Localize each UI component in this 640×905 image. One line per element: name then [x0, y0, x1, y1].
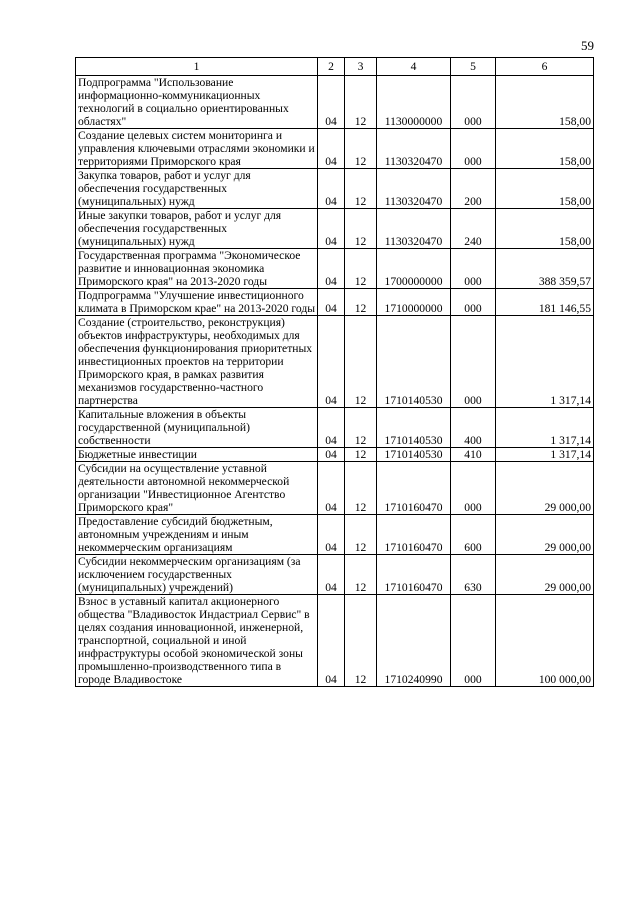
column-header: 3 [345, 58, 377, 76]
page-number: 59 [581, 38, 594, 53]
row-name: Предоставление субсидий бюджетным, автономным учреждениям и иным некоммерческим организациям [76, 515, 318, 555]
row-expense-type: 630 [451, 555, 496, 595]
row-subsection: 12 [345, 289, 377, 316]
table-row [76, 169, 594, 209]
table-row [76, 515, 594, 555]
row-target-code: 1710140530 [377, 408, 451, 448]
row-expense-type: 000 [451, 249, 496, 289]
table-row [76, 209, 594, 249]
row-section: 04 [318, 316, 345, 408]
row-name: Подпрограмма "Улучшение инвестиционного климата в Приморском крае" на 2013-2020 годы [76, 289, 318, 316]
row-amount: 158,00 [496, 169, 594, 209]
row-subsection: 12 [345, 515, 377, 555]
row-name: Создание целевых систем мониторинга и управления ключевыми отраслями экономики и территориями Приморского края [76, 129, 318, 169]
column-header: 5 [451, 58, 496, 76]
row-amount: 181 146,55 [496, 289, 594, 316]
row-name: Взнос в уставный капитал акционерного общества "Владивосток Индастриал Сервис" в целях создания инновационной, инженерной, транспортной, социальной и иной инфраструктуры особой экономической зоны промышленно-производственного типа в городе Владивостоке [76, 595, 318, 687]
table-row [76, 555, 594, 595]
row-section: 04 [318, 448, 345, 462]
table-row [76, 316, 594, 408]
row-expense-type: 200 [451, 169, 496, 209]
table-row [76, 289, 594, 316]
table-body [76, 76, 594, 687]
row-section: 04 [318, 209, 345, 249]
row-name: Бюджетные инвестиции [76, 448, 318, 462]
row-section: 04 [318, 249, 345, 289]
row-name: Создание (строительство, реконструкция) объектов инфраструктуры, необходимых для обеспечения функционирования приоритетных инвестиционных проектов на территории Приморского края, в рамках развития механизмов государственно-частного партнерства [76, 316, 318, 408]
row-expense-type: 000 [451, 289, 496, 316]
column-header: 6 [496, 58, 594, 76]
row-section: 04 [318, 408, 345, 448]
table-row [76, 595, 594, 687]
row-target-code: 1710160470 [377, 462, 451, 515]
column-header: 2 [318, 58, 345, 76]
row-section: 04 [318, 595, 345, 687]
table-row [76, 76, 594, 129]
row-name: Субсидии некоммерческим организациям (за исключением государственных (муниципальных) учреждений) [76, 555, 318, 595]
row-expense-type: 400 [451, 408, 496, 448]
row-expense-type: 000 [451, 316, 496, 408]
table-row [76, 408, 594, 448]
row-subsection: 12 [345, 448, 377, 462]
row-amount: 1 317,14 [496, 448, 594, 462]
row-target-code: 1710140530 [377, 448, 451, 462]
row-name: Подпрограмма "Использование информационно-коммуникационных технологий в социально ориентированных областях" [76, 76, 318, 129]
row-amount: 1 317,14 [496, 316, 594, 408]
row-amount: 1 317,14 [496, 408, 594, 448]
row-amount: 158,00 [496, 76, 594, 129]
row-amount: 29 000,00 [496, 515, 594, 555]
row-section: 04 [318, 555, 345, 595]
table-row [76, 129, 594, 169]
row-subsection: 12 [345, 76, 377, 129]
row-target-code: 1700000000 [377, 249, 451, 289]
row-subsection: 12 [345, 462, 377, 515]
row-target-code: 1710140530 [377, 316, 451, 408]
row-subsection: 12 [345, 129, 377, 169]
row-target-code: 1710000000 [377, 289, 451, 316]
row-amount: 158,00 [496, 129, 594, 169]
row-target-code: 1710160470 [377, 555, 451, 595]
row-subsection: 12 [345, 249, 377, 289]
row-name: Иные закупки товаров, работ и услуг для обеспечения государственных (муниципальных) нужд [76, 209, 318, 249]
row-expense-type: 600 [451, 515, 496, 555]
table-row [76, 448, 594, 462]
row-target-code: 1710160470 [377, 515, 451, 555]
row-section: 04 [318, 76, 345, 129]
row-expense-type: 000 [451, 129, 496, 169]
row-section: 04 [318, 169, 345, 209]
row-name: Государственная программа "Экономическое развитие и инновационная экономика Приморского края" на 2013-2020 годы [76, 249, 318, 289]
row-amount: 388 359,57 [496, 249, 594, 289]
row-name: Закупка товаров, работ и услуг для обеспечения государственных (муниципальных) нужд [76, 169, 318, 209]
column-header: 1 [76, 58, 318, 76]
row-subsection: 12 [345, 595, 377, 687]
table-header-row [76, 58, 594, 76]
table-row [76, 249, 594, 289]
row-expense-type: 000 [451, 462, 496, 515]
row-target-code: 1130320470 [377, 129, 451, 169]
table-row [76, 462, 594, 515]
row-subsection: 12 [345, 209, 377, 249]
row-subsection: 12 [345, 316, 377, 408]
row-section: 04 [318, 289, 345, 316]
row-section: 04 [318, 462, 345, 515]
row-amount: 29 000,00 [496, 462, 594, 515]
row-section: 04 [318, 129, 345, 169]
row-target-code: 1710240990 [377, 595, 451, 687]
row-amount: 158,00 [496, 209, 594, 249]
row-section: 04 [318, 515, 345, 555]
row-target-code: 1130320470 [377, 169, 451, 209]
column-header: 4 [377, 58, 451, 76]
row-amount: 100 000,00 [496, 595, 594, 687]
row-expense-type: 410 [451, 448, 496, 462]
row-expense-type: 000 [451, 595, 496, 687]
row-subsection: 12 [345, 408, 377, 448]
budget-table [75, 57, 594, 687]
row-name: Капитальные вложения в объекты государственной (муниципальной) собственности [76, 408, 318, 448]
row-amount: 29 000,00 [496, 555, 594, 595]
row-name: Субсидии на осуществление уставной деятельности автономной некоммерческой организации "Инвестиционное Агентство Приморского края" [76, 462, 318, 515]
row-expense-type: 000 [451, 76, 496, 129]
row-expense-type: 240 [451, 209, 496, 249]
row-subsection: 12 [345, 555, 377, 595]
row-target-code: 1130320470 [377, 209, 451, 249]
row-target-code: 1130000000 [377, 76, 451, 129]
row-subsection: 12 [345, 169, 377, 209]
